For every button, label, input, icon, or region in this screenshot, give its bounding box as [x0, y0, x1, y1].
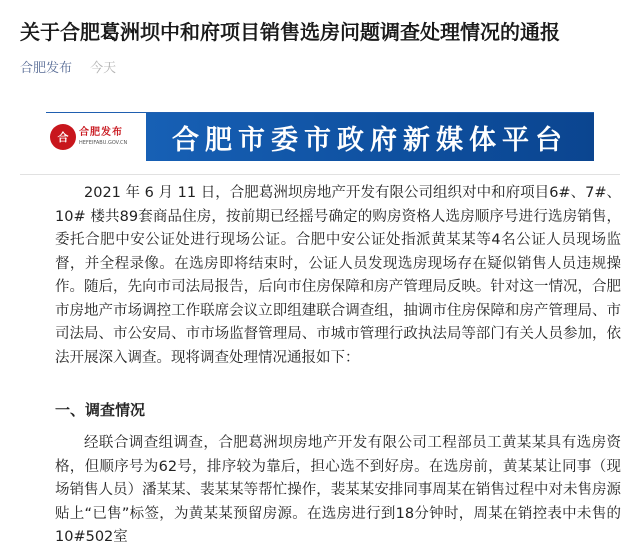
- banner-logo: [46, 113, 146, 161]
- logo-cn: 合肥发布: [79, 127, 123, 138]
- source-link[interactable]: 合肥发布: [20, 61, 73, 76]
- logo-text: [79, 128, 127, 146]
- paragraph-intro: 2021 年 6 月 11 日，合肥葛洲坝房地产开发有限公司组织对中和府项目6#、7#、10# 楼共89套商品住房，按前期已经摇号确定的购房资格人选房顺序号进行选房销售，委托合肥中安公证处进行现场公证。合肥中安公证处指派黄某某等4名公证人员现场监督，并全程录像。在选房即将结束时，公证人员发现选房现场存在疑似销售人员违规操作。随后，先向市司法局报告，后向市住房保障和房产管理局反映。针对这一情况，合肥市房地产市场调控工作联席会议立即组建联合调查组，抽调市住房保障和房产管理局、市司法局、市公安局、市市场监督管理局、市城市管理行政执法局等部门有关人员参加，依法开展深入调查。现将调查处理情况通报如下：: [55, 185, 621, 366]
- article-meta: [20, 60, 116, 78]
- banner-headline: 合肥市委市政府新媒体平台: [172, 124, 568, 156]
- banner-bar: [146, 113, 594, 161]
- banner-image: [46, 112, 594, 161]
- divider: [20, 174, 620, 175]
- section-heading: 一、调查情况: [55, 401, 146, 419]
- hefei-seal-icon: 合: [50, 124, 76, 150]
- publish-time: 今天: [90, 61, 117, 76]
- paragraph-investigation: 经联合调查组调查，合肥葛洲坝房地产开发有限公司工程部员工黄某某具有选房资格，但顺序号为62号，排序较为靠后，担心选不到好房。在选房前，黄某某让同事（现场销售人员）潘某某、裴某某等帮忙操作，裴某某安排同事周某在销售过程中对未售房源贴上“已售”标签，为黄某某预留房源。在选房进行到18分钟时，周某在销控表中未售的10#502室: [55, 435, 621, 545]
- logo-en: HEFEIFABU.GOV.CN: [79, 140, 128, 146]
- article-title: 关于合肥葛洲坝中和府项目销售选房问题调查处理情况的通报: [20, 20, 560, 44]
